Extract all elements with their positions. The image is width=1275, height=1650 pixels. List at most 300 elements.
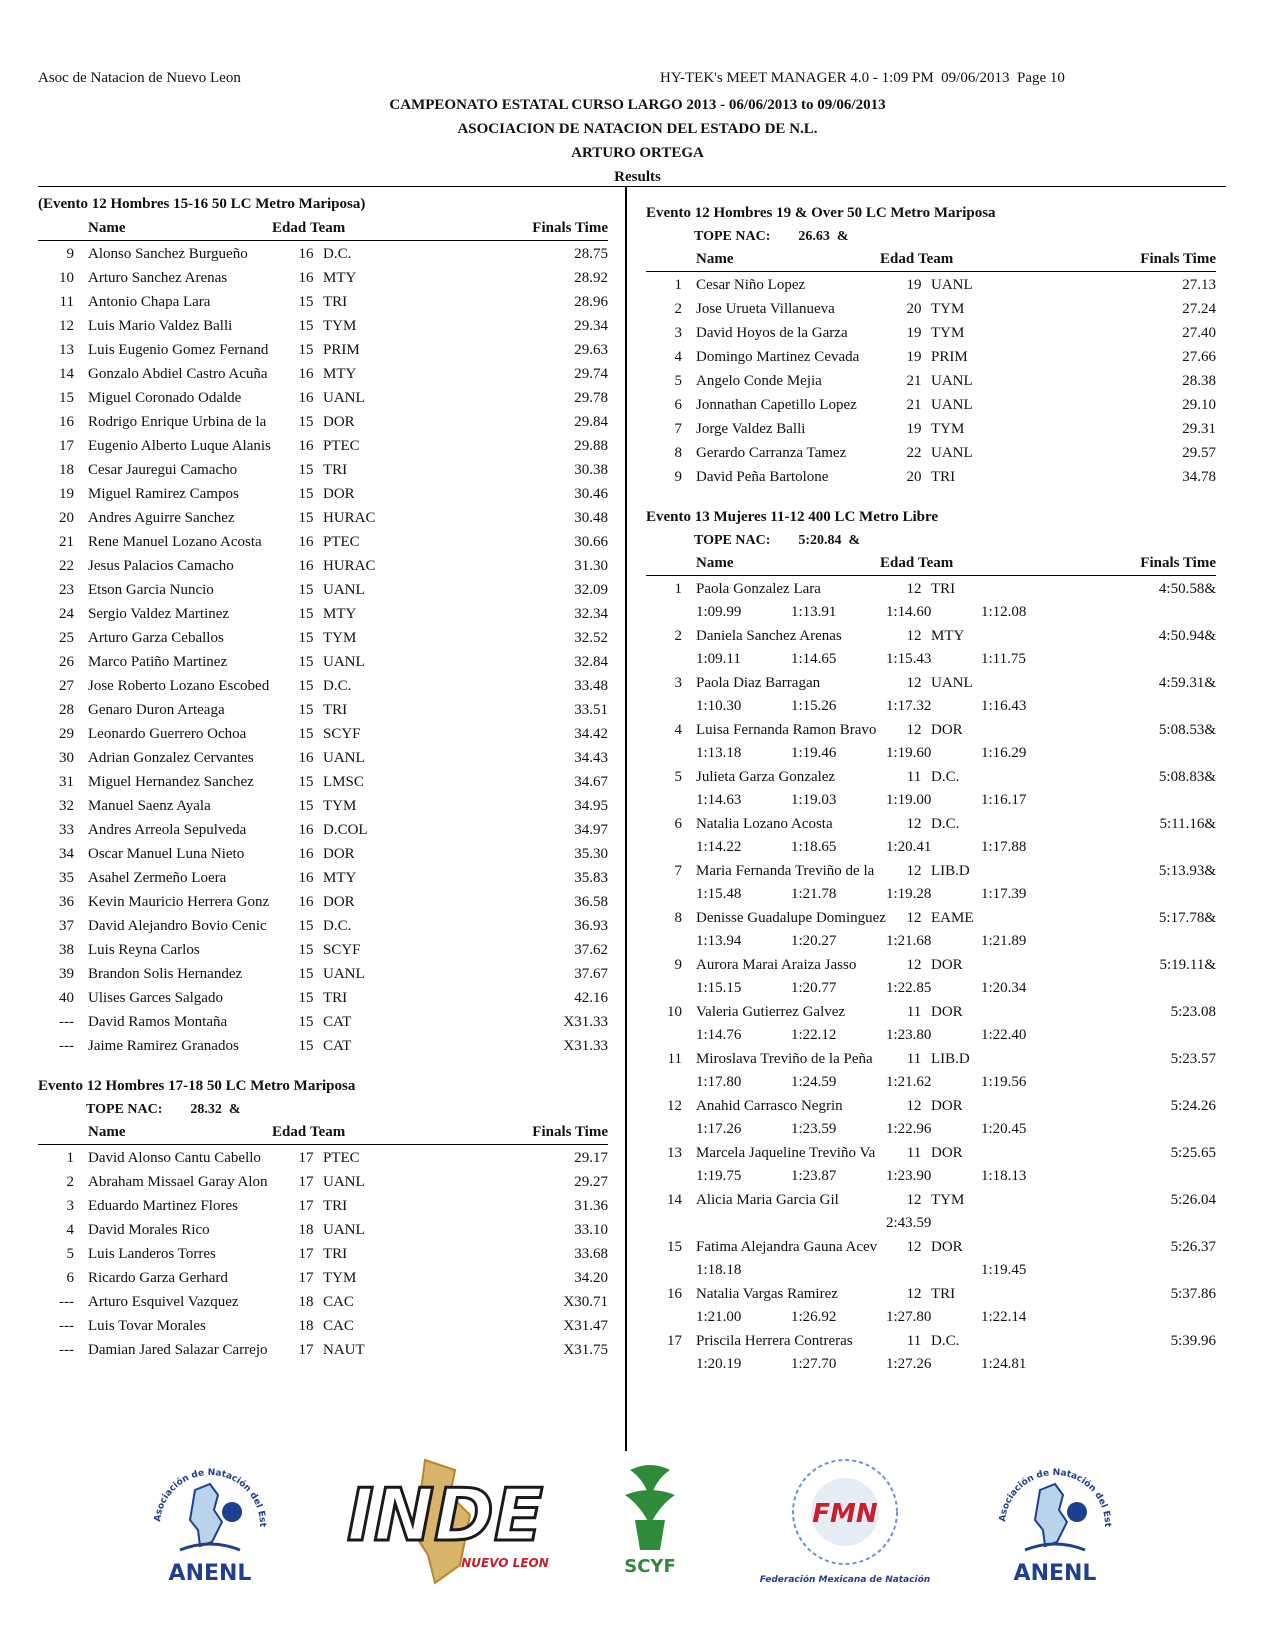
age: 18 (298, 1318, 314, 1334)
header-finals-time: Finals Time (1140, 251, 1216, 267)
age: 15 (298, 1038, 314, 1054)
split-time: 1:13.94 (696, 933, 742, 949)
split-times (646, 697, 1216, 720)
results-title: Results (614, 169, 661, 185)
result-row (38, 628, 608, 652)
finals-time: X31.33 (563, 1014, 608, 1030)
age: 11 (906, 1333, 922, 1349)
result-row (646, 626, 1216, 650)
swimmer-name: Luis Eugenio Gomez Fernand (88, 342, 269, 358)
team: TYM (323, 1270, 357, 1286)
split-times (646, 1355, 1216, 1378)
age: 12 (906, 581, 922, 597)
result-row (38, 436, 608, 460)
finals-time: 29.27 (574, 1174, 608, 1190)
split-time: 1:21.78 (791, 886, 837, 902)
swimmer-name: Kevin Mauricio Herrera Gonz (88, 894, 270, 910)
age: 16 (298, 558, 314, 574)
age: 16 (298, 870, 314, 886)
swimmer-name: Alonso Sanchez Burgueño (88, 246, 248, 262)
split-time: 1:16.17 (981, 792, 1027, 808)
result-row (38, 700, 608, 724)
result-row (38, 388, 608, 412)
swimmer-name: Jose Urueta Villanueva (696, 301, 835, 317)
result-row (38, 292, 608, 316)
result-row (38, 1148, 608, 1172)
split-times (646, 650, 1216, 673)
result-row (38, 676, 608, 700)
team: MTY (931, 628, 965, 644)
swimmer-name: Ricardo Garza Gerhard (88, 1270, 228, 1286)
split-time: 1:18.18 (696, 1262, 742, 1278)
result-row (38, 940, 608, 964)
finals-time: 36.58 (574, 894, 608, 910)
team: UANL (931, 397, 973, 413)
split-time: 1:27.26 (886, 1356, 932, 1372)
finals-time: 5:08.53& (1158, 722, 1216, 738)
age: 15 (298, 582, 314, 598)
team: UANL (931, 373, 973, 389)
meet-title: CAMPEONATO ESTATAL CURSO LARGO 2013 - 06/06/2013 to 09/06/2013 (389, 97, 886, 113)
header-edad: Edad (272, 1124, 307, 1140)
place: 12 (667, 1098, 682, 1114)
team: CAC (323, 1318, 354, 1334)
team: DOR (323, 894, 355, 910)
result-row (38, 652, 608, 676)
swimmer-name: Arturo Esquivel Vazquez (88, 1294, 239, 1310)
event-spacer (646, 491, 1216, 507)
swimmer-name: Cesar Jauregui Camacho (88, 462, 238, 478)
finals-time: 34.97 (574, 822, 608, 838)
header-name: Name (88, 1124, 126, 1140)
split-time: 1:17.26 (696, 1121, 742, 1137)
swimmer-name: Luis Mario Valdez Balli (88, 318, 233, 334)
swimmer-name: Daniela Sanchez Arenas (696, 628, 842, 644)
swimmer-name: Gerardo Carranza Tamez (696, 445, 847, 461)
team: TRI (931, 469, 956, 485)
place: 1 (674, 581, 682, 597)
team: DOR (931, 1098, 963, 1114)
finals-time: 31.30 (574, 558, 608, 574)
age: 15 (298, 630, 314, 646)
tope-nac (646, 531, 1216, 553)
table-header (646, 249, 1216, 272)
finals-time: 35.83 (574, 870, 608, 886)
place: 7 (674, 863, 682, 879)
finals-time: 34.42 (574, 726, 608, 742)
finals-time: 29.63 (574, 342, 608, 358)
split-time: 1:24.81 (981, 1356, 1027, 1372)
place: 9 (674, 957, 682, 973)
place: 16 (667, 1286, 682, 1302)
split-time: 1:17.32 (886, 698, 932, 714)
split-time: 1:22.12 (791, 1027, 837, 1043)
age: 12 (906, 910, 922, 926)
event-block (38, 194, 608, 1060)
finals-time: 4:59.31& (1158, 675, 1216, 691)
result-row (38, 340, 608, 364)
result-row (646, 419, 1216, 443)
swimmer-name: Rodrigo Enrique Urbina de la (88, 414, 267, 430)
place: 20 (59, 510, 74, 526)
team: LMSC (323, 774, 364, 790)
finals-time: X31.47 (563, 1318, 608, 1334)
age: 12 (906, 957, 922, 973)
tope-value: 28.32 & (190, 1102, 241, 1117)
header-name: Name (696, 251, 734, 267)
result-row (38, 988, 608, 1012)
place: --- (59, 1342, 74, 1358)
place: 2 (674, 301, 682, 317)
place: 33 (59, 822, 74, 838)
place: 2 (674, 628, 682, 644)
age: 16 (298, 750, 314, 766)
team: D.C. (323, 246, 352, 262)
anenl-ring-text: Asociación de Natación del Est (153, 1467, 268, 1528)
finals-time: 5:25.65 (1170, 1145, 1216, 1161)
association-title: ASOCIACION DE NATACION DEL ESTADO DE N.L. (457, 121, 818, 137)
split-time: 1:15.43 (886, 651, 932, 667)
split-time: 1:19.56 (981, 1074, 1027, 1090)
place: 25 (59, 630, 74, 646)
result-row (646, 814, 1216, 838)
result-row (38, 820, 608, 844)
team: PTEC (323, 1150, 360, 1166)
finals-time: 36.93 (574, 918, 608, 934)
place: 32 (59, 798, 74, 814)
result-row (38, 964, 608, 988)
team: PRIM (931, 349, 968, 365)
split-time: 2:43.59 (886, 1215, 932, 1231)
age: 16 (298, 438, 314, 454)
team: TYM (931, 1192, 965, 1208)
swimmer-name: Maria Fernanda Treviño de la (696, 863, 875, 879)
age: 15 (298, 918, 314, 934)
finals-time: 28.92 (574, 270, 608, 286)
place: 34 (59, 846, 74, 862)
team: TRI (323, 462, 348, 478)
split-time: 1:18.13 (981, 1168, 1027, 1184)
split-time: 1:15.48 (696, 886, 742, 902)
place: 14 (667, 1192, 682, 1208)
place: 39 (59, 966, 74, 982)
age: 16 (298, 846, 314, 862)
result-row (38, 1292, 608, 1316)
tope-nac (38, 1100, 608, 1122)
place: 9 (66, 246, 74, 262)
age: 15 (298, 294, 314, 310)
age: 12 (906, 1286, 922, 1302)
swimmer-name: Jaime Ramirez Granados (88, 1038, 239, 1054)
split-time: 1:17.39 (981, 886, 1027, 902)
finals-time: 34.43 (574, 750, 608, 766)
age: 12 (906, 722, 922, 738)
result-row (646, 1002, 1216, 1026)
split-times (646, 838, 1216, 861)
swimmer-name: Luis Landeros Torres (88, 1246, 216, 1262)
finals-time: 29.88 (574, 438, 608, 454)
swimmer-name: Jesus Palacios Camacho (88, 558, 234, 574)
split-times (646, 1120, 1216, 1143)
team: TRI (323, 702, 348, 718)
split-time: 1:19.60 (886, 745, 932, 761)
table-header (38, 1122, 608, 1145)
result-row (38, 748, 608, 772)
place: 18 (59, 462, 74, 478)
result-row (38, 364, 608, 388)
result-row (646, 673, 1216, 697)
age: 18 (298, 1294, 314, 1310)
result-row (646, 1237, 1216, 1261)
place: 31 (59, 774, 74, 790)
team: DOR (931, 722, 963, 738)
place: 17 (667, 1333, 682, 1349)
age: 15 (298, 510, 314, 526)
swimmer-name: Arturo Sanchez Arenas (88, 270, 228, 286)
result-row (646, 908, 1216, 932)
team: TRI (323, 294, 348, 310)
place: 24 (59, 606, 74, 622)
scyf-logo (610, 1460, 690, 1585)
age: 16 (298, 894, 314, 910)
place: 35 (59, 870, 74, 886)
split-time: 1:22.14 (981, 1309, 1027, 1325)
finals-time: 35.30 (574, 846, 608, 862)
finals-time: 5:26.04 (1170, 1192, 1216, 1208)
team: D.COL (323, 822, 368, 838)
finals-time: 27.24 (1182, 301, 1216, 317)
place: 4 (674, 722, 682, 738)
place: 6 (66, 1270, 74, 1286)
age: 15 (298, 486, 314, 502)
place: 28 (59, 702, 74, 718)
team: TYM (323, 798, 357, 814)
result-row (38, 844, 608, 868)
anenl-text: ANENL (168, 1561, 252, 1586)
team: D.C. (931, 769, 960, 785)
age: 12 (906, 628, 922, 644)
team: UANL (323, 750, 365, 766)
team: DOR (323, 414, 355, 430)
swimmer-name: Manuel Saenz Ayala (88, 798, 211, 814)
swimmer-name: Valeria Gutierrez Galvez (696, 1004, 846, 1020)
swimmer-name: Oscar Manuel Luna Nieto (88, 846, 245, 862)
age: 12 (906, 1098, 922, 1114)
place: 1 (674, 277, 682, 293)
age: 16 (298, 822, 314, 838)
team: UANL (323, 1222, 365, 1238)
split-time: 1:11.75 (981, 651, 1026, 667)
swimmer-name: Natalia Vargas Ramirez (696, 1286, 838, 1302)
place: 13 (667, 1145, 682, 1161)
age: 16 (298, 270, 314, 286)
swimmer-name: David Morales Rico (88, 1222, 210, 1238)
age: 17 (298, 1174, 314, 1190)
header-team: Team (310, 1124, 346, 1140)
result-row (38, 1316, 608, 1340)
age: 17 (298, 1270, 314, 1286)
age: 15 (298, 342, 314, 358)
finals-time: 5:24.26 (1170, 1098, 1216, 1114)
swimmer-name: Leonardo Guerrero Ochoa (88, 726, 247, 742)
swimmer-name: Marco Patiño Martinez (88, 654, 228, 670)
split-times (646, 1214, 1216, 1237)
age: 20 (906, 469, 922, 485)
result-row (38, 1196, 608, 1220)
result-row (38, 772, 608, 796)
swimmer-name: David Ramos Montaña (88, 1014, 228, 1030)
swimmer-name: Eduardo Martinez Flores (88, 1198, 238, 1214)
swimmer-name: Antonio Chapa Lara (88, 294, 211, 310)
age: 21 (906, 373, 922, 389)
team: MTY (323, 606, 357, 622)
tope-label: TOPE NAC: (694, 229, 771, 244)
age: 19 (906, 421, 922, 437)
finals-time: 5:26.37 (1170, 1239, 1216, 1255)
result-row (646, 443, 1216, 467)
place: --- (59, 1038, 74, 1054)
finals-time: 5:23.08 (1170, 1004, 1216, 1020)
team: MTY (323, 870, 357, 886)
team: TYM (931, 421, 965, 437)
split-time: 1:13.18 (696, 745, 742, 761)
split-times (646, 1073, 1216, 1096)
result-row (646, 347, 1216, 371)
age: 12 (906, 816, 922, 832)
age: 17 (298, 1342, 314, 1358)
team: NAUT (323, 1342, 365, 1358)
team: DOR (931, 1239, 963, 1255)
age: 15 (298, 942, 314, 958)
place: 16 (59, 414, 74, 430)
inde-logo (330, 1455, 560, 1595)
swimmer-name: Fatima Alejandra Gauna Acev (696, 1239, 878, 1255)
place: 17 (59, 438, 74, 454)
swimmer-name: Sergio Valdez Martinez (88, 606, 230, 622)
inde-sub-text: NUEVO LEON (461, 1556, 549, 1570)
swimmer-name: Asahel Zermeño Loera (88, 870, 227, 886)
age: 11 (906, 769, 922, 785)
split-time: 1:20.19 (696, 1356, 742, 1372)
team: CAT (323, 1014, 352, 1030)
team: UANL (323, 966, 365, 982)
swimmer-name: Arturo Garza Ceballos (88, 630, 224, 646)
left-column (38, 194, 608, 1364)
result-row (38, 580, 608, 604)
swimmer-name: Paola Gonzalez Lara (696, 581, 821, 597)
team: DOR (931, 1004, 963, 1020)
split-time: 1:14.63 (696, 792, 742, 808)
header-name: Name (696, 555, 734, 571)
place: 21 (59, 534, 74, 550)
finals-time: 34.20 (574, 1270, 608, 1286)
team: UANL (931, 445, 973, 461)
team: TRI (323, 1246, 348, 1262)
result-row (38, 796, 608, 820)
team: LIB.D (931, 1051, 970, 1067)
split-time: 1:19.46 (791, 745, 837, 761)
finals-time: 37.62 (574, 942, 608, 958)
team: TRI (323, 990, 348, 1006)
swimmer-name: Miroslava Treviño de la Peña (696, 1051, 873, 1067)
split-time: 1:20.77 (791, 980, 837, 996)
header-finals-time: Finals Time (532, 1124, 608, 1140)
place: --- (59, 1014, 74, 1030)
age: 17 (298, 1246, 314, 1262)
swimmer-name: Luis Tovar Morales (88, 1318, 206, 1334)
inde-text: INDE (347, 1473, 543, 1557)
finals-time: 28.75 (574, 246, 608, 262)
right-column (646, 203, 1216, 1378)
split-time: 1:23.87 (791, 1168, 837, 1184)
result-row (38, 412, 608, 436)
anenl-text-right: ANENL (1013, 1561, 1097, 1586)
team: UANL (931, 277, 973, 293)
age: 15 (298, 678, 314, 694)
age: 15 (298, 318, 314, 334)
team: TYM (323, 630, 357, 646)
age: 18 (298, 1222, 314, 1238)
result-row (646, 955, 1216, 979)
swimmer-name: Cesar Niño Lopez (696, 277, 806, 293)
result-row (38, 1172, 608, 1196)
finals-time: 33.48 (574, 678, 608, 694)
age: 12 (906, 863, 922, 879)
swimmer-name: Brandon Solis Hernandez (88, 966, 243, 982)
split-times (646, 932, 1216, 955)
swimmer-name: Denisse Guadalupe Dominguez (696, 910, 886, 926)
team: PTEC (323, 534, 360, 550)
place: 8 (674, 910, 682, 926)
split-time: 1:19.28 (886, 886, 932, 902)
team: HURAC (323, 510, 376, 526)
split-time: 1:20.41 (886, 839, 932, 855)
finals-time: 33.51 (574, 702, 608, 718)
place: 36 (59, 894, 74, 910)
column-divider (625, 186, 627, 1451)
finals-time: 30.48 (574, 510, 608, 526)
tope-label: TOPE NAC: (86, 1102, 163, 1117)
age: 20 (906, 301, 922, 317)
header-team: Team (310, 220, 346, 236)
age: 11 (906, 1145, 922, 1161)
sponsor-logos (0, 1450, 1275, 1600)
finals-time: X31.75 (563, 1342, 608, 1358)
finals-time: 30.66 (574, 534, 608, 550)
team: HURAC (323, 558, 376, 574)
age: 15 (298, 990, 314, 1006)
finals-time: 29.10 (1182, 397, 1216, 413)
team: UANL (323, 1174, 365, 1190)
place: 8 (674, 445, 682, 461)
swimmer-name: Natalia Lozano Acosta (696, 816, 833, 832)
finals-time: 5:13.93& (1158, 863, 1216, 879)
event-title: Evento 12 Hombres 17-18 50 LC Metro Mariposa (38, 1078, 356, 1094)
finals-time: 33.68 (574, 1246, 608, 1262)
event-title: (Evento 12 Hombres 15-16 50 LC Metro Mariposa) (38, 196, 366, 212)
place: 5 (674, 769, 682, 785)
age: 16 (298, 390, 314, 406)
finals-time: 29.31 (1182, 421, 1216, 437)
swimmer-name: Jose Roberto Lozano Escobed (88, 678, 270, 694)
swimmer-name: Ulises Garces Salgado (88, 990, 223, 1006)
split-time: 1:22.40 (981, 1027, 1027, 1043)
result-row (646, 323, 1216, 347)
age: 17 (298, 1198, 314, 1214)
team: DOR (931, 957, 963, 973)
place: 19 (59, 486, 74, 502)
split-times (646, 885, 1216, 908)
